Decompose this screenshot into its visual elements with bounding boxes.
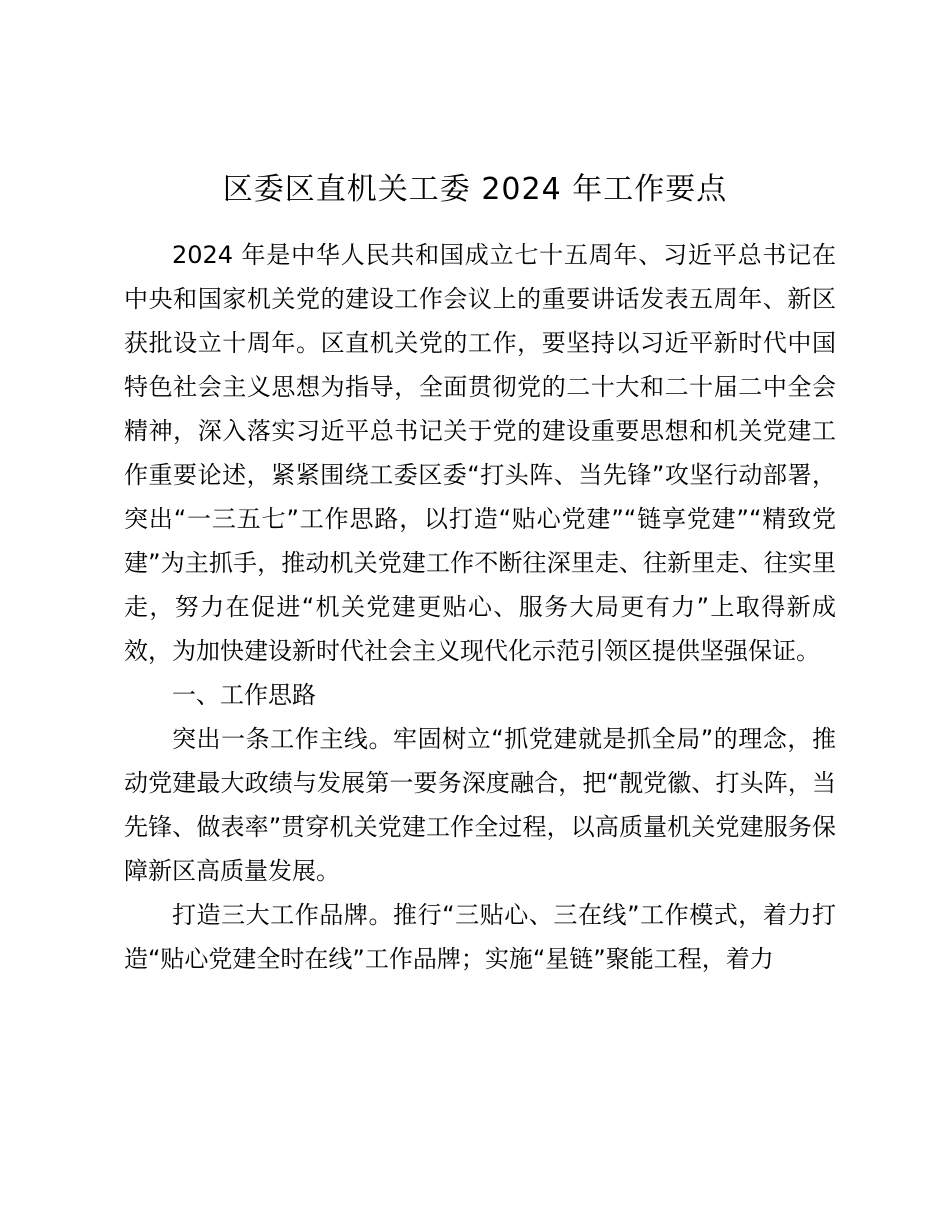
document-body (124, 233, 836, 981)
document-title: 区委区直机关工委 2024 年工作要点 (222, 172, 728, 207)
body-paragraph: 突出一条工作主线。牢固树立“抓党建就是抓全局”的理念，推动党建最大政绩与发展第一要务深度融合，把“靓党徽、打头阵，当先锋、做表率”贯穿机关党建工作全过程，以高质量机关党建服务保障新区高质量发展。 (124, 725, 836, 885)
intro-paragraph: 2024 年是中华人民共和国成立七十五周年、习近平总书记在中央和国家机关党的建设工作会议上的重要讲话发表五周年、新区获批设立十周年。区直机关党的工作，要坚持以习近平新时代中国特色社会主义思想为指导，全面贯彻党的二十大和二十届二中全会精神，深入落实习近平总书记关于党的建设重要思想和机关党建工作重要论述，紧紧围绕工委区委“打头阵、当先锋”攻坚行动部署，突出“一三五七”工作思路，以打造“贴心党建”“链享党建”“精致党建”为主抓手，推动机关党建工作不断往深里走、往新里走、往实里走，努力在促进“机关党建更贴心、服务大局更有力”上取得新成效，为加快建设新时代社会主义现代化示范引领区提供坚强保证。 (124, 241, 836, 665)
section-heading: 一、工作思路 (172, 681, 316, 709)
body-paragraph: 打造三大工作品牌。推行“三贴心、三在线”工作模式，着力打造“贴心党建全时在线”工作品牌；实施“星链”聚能工程，着力 (124, 901, 836, 973)
